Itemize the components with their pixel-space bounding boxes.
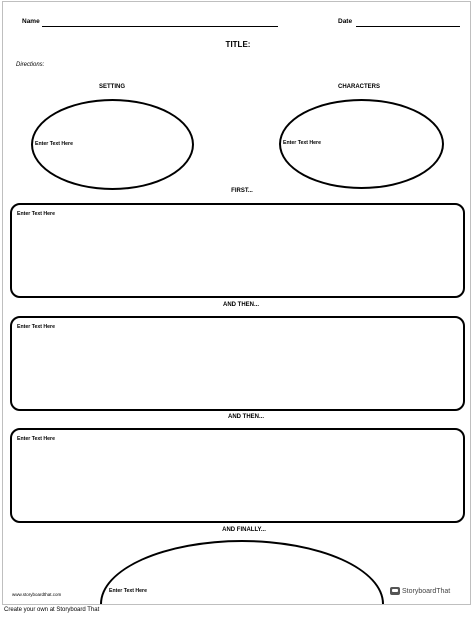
and-then-textbox-2[interactable] xyxy=(10,428,465,523)
setting-placeholder: Enter Text Here xyxy=(35,141,73,147)
first-textbox[interactable] xyxy=(10,203,465,298)
and-then-heading-2: AND THEN... xyxy=(228,414,264,420)
and-then-textbox-1[interactable] xyxy=(10,316,465,411)
characters-heading: CHARACTERS xyxy=(338,84,380,90)
and-finally-placeholder: Enter Text Here xyxy=(109,588,147,594)
first-heading: FIRST... xyxy=(231,188,253,194)
footer-text: Create your own at Storyboard That xyxy=(4,607,100,613)
site-url: www.storyboardthat.com xyxy=(12,592,62,597)
storyboardthat-logo xyxy=(390,587,450,595)
and-then-placeholder-1: Enter Text Here xyxy=(17,324,55,330)
and-then-heading-1: AND THEN... xyxy=(223,302,259,308)
setting-textbox[interactable] xyxy=(31,99,194,190)
directions-label: Directions: xyxy=(16,62,45,68)
name-label: Name xyxy=(22,18,40,25)
characters-textbox[interactable] xyxy=(279,99,444,189)
logo-text: StoryboardThat xyxy=(402,587,451,595)
storyboard-logo-icon xyxy=(390,587,400,595)
name-field-line[interactable] xyxy=(42,26,278,27)
characters-placeholder: Enter Text Here xyxy=(283,140,321,146)
first-placeholder: Enter Text Here xyxy=(17,211,55,217)
and-finally-heading: AND FINALLY... xyxy=(222,527,266,533)
date-field-line[interactable] xyxy=(356,26,460,27)
setting-heading: SETTING xyxy=(98,84,126,90)
date-label: Date xyxy=(338,18,353,25)
and-then-placeholder-2: Enter Text Here xyxy=(17,436,55,442)
page-title: TITLE: xyxy=(225,40,251,49)
